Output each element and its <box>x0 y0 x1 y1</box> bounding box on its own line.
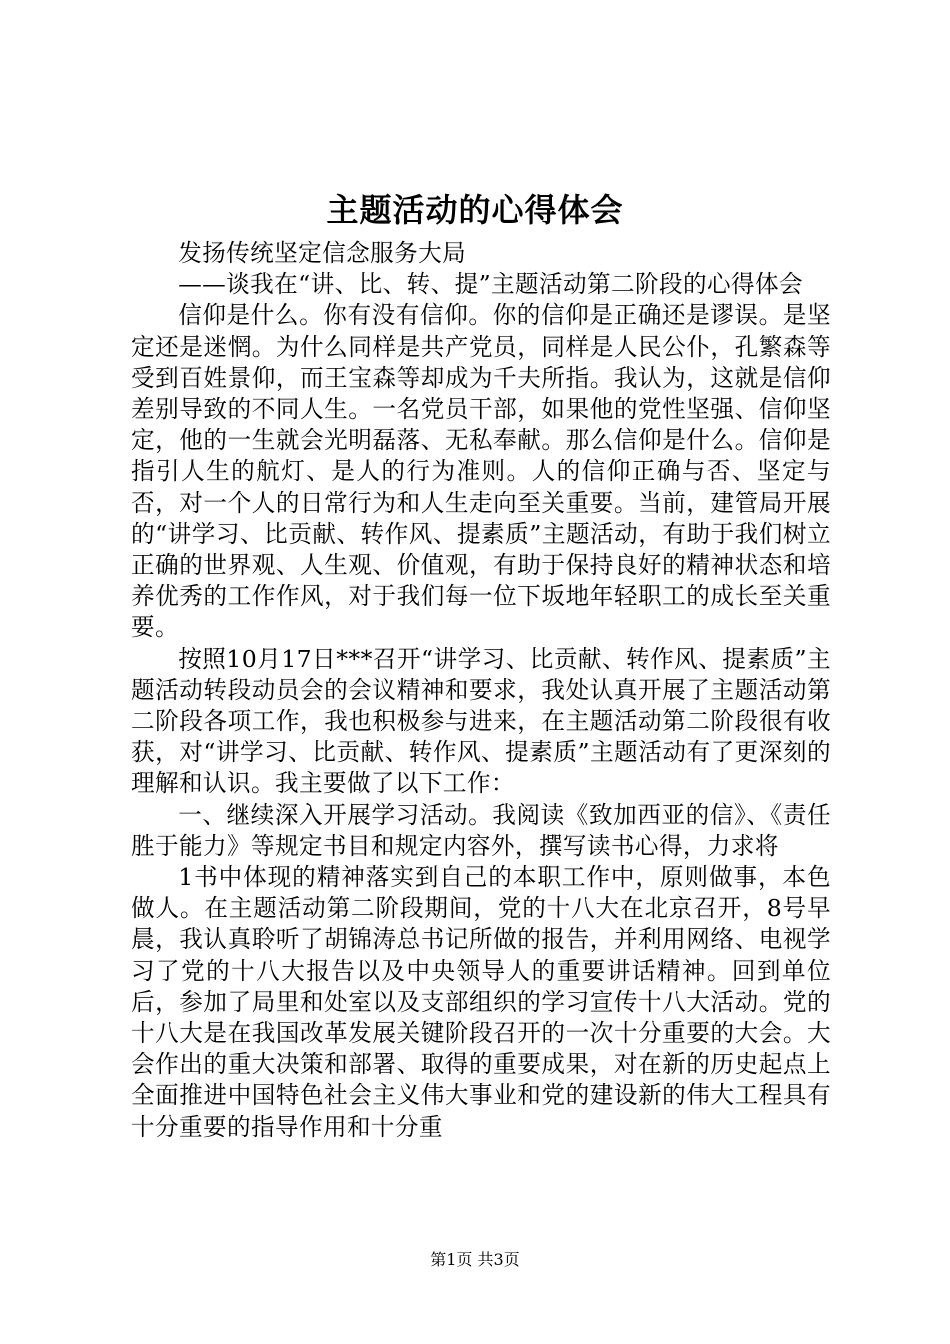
body-paragraph: 一、继续深入开展学习活动。我阅读《致加西亚的信》、《责任胜于能力》等规定书目和规定内容外，撰写读书心得，力求将 <box>131 800 831 860</box>
body-paragraph: 信仰是什么。你有没有信仰。你的信仰是正确还是谬误。是坚定还是迷惘。为什么同样是共产党员，同样是人民公仆，孔繁森等受到百姓景仰，而王宝森等却成为千夫所指。我认为，这就是信仰差别导致的不同人生。一名党员干部，如果他的党性坚强、信仰坚定，他的一生就会光明磊落、无私奉献。那么信仰是什么。信仰是指引人生的航灯、是人的行为准则。人的信仰正确与否、坚定与否，对一个人的日常行为和人生走向至关重要。当前，建管局开展的“讲学习、比贡献、转作风、提素质”主题活动，有助于我们树立正确的世界观、人生观、价值观，有助于保持良好的精神状态和培养优秀的工作作风，对于我们每一位下坂地年轻职工的成长至关重要。 <box>131 301 831 642</box>
subtitle-line: 发扬传统坚定信念服务大局 <box>178 239 467 267</box>
body-paragraph: 按照10月17日***召开“讲学习、比贡献、转作风、提素质”主题活动转段动员会的会议精神和要求，我处认真开展了主题活动第二阶段各项工作，我也积极参与进来，在主题活动第二阶段很有收获，对“讲学习、比贡献、转作风、提素质”主题活动有了更深刻的理解和认识。我主要做了以下工作： <box>131 644 831 798</box>
document-body <box>131 238 831 1143</box>
body-paragraph: 1书中体现的精神落实到自己的本职工作中，原则做事，本色做人。在主题活动第二阶段期间，党的十八大在北京召开，8号早晨，我认真聆听了胡锦涛总书记所做的报告，并利用网络、电视学习了党的十八大报告以及中央领导人的重要讲话精神。回到单位后，参加了局里和处室以及支部组织的学习宣传十八大活动。党的十八大是在我国改革发展关键阶段召开的一次十分重要的大会。大会作出的重大决策和部署、取得的重要成果，对在新的历史起点上全面推进中国特色社会主义伟大事业和党的建设新的伟大工程具有十分重要的指导作用和十分重 <box>131 863 831 1141</box>
subtitle-subline: ——谈我在“讲、比、转、提”主题活动第二阶段的心得体会 <box>178 270 803 299</box>
document-title: 主题活动的心得体会 <box>326 191 624 229</box>
page-number: 第1页 共3页 <box>430 1250 520 1269</box>
